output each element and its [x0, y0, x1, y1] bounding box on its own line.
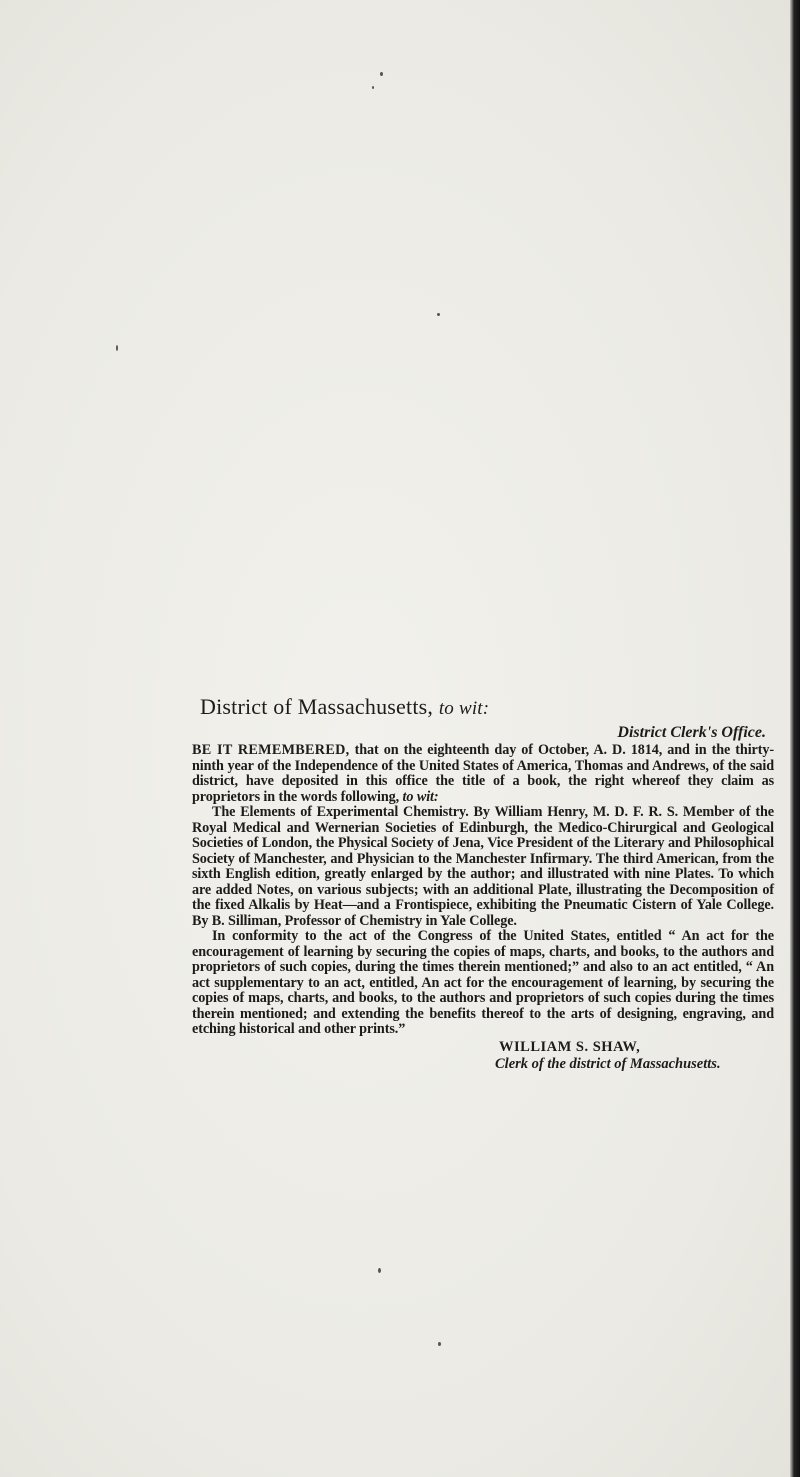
district-title: District of Massachusetts,: [200, 694, 434, 719]
book-title-paragraph: The Elements of Experimental Chemistry. By William Henry, M. D. F. R. S. Member of the Royal Medical and Wernerian Societies of Edinburgh, the Medico-Chirurgical and Geological Societies of London, the Physical Society of Jena, Vice President of the Literary and Philosophical Society of Manchester, and Physician to the Manchester Infirmary. The third American, from the sixth English edition, greatly enlarged by the author; and illustrated with nine Plates. To which are added Notes, on various subjects; with an additional Plate, illustrating the Decomposition of the fixed Alkalis by Heat—and a Frontispiece, exhibiting the Pneumatic Cistern of Yale College. By B. Silliman, Professor of Chemistry in Yale College.: [192, 804, 774, 929]
to-wit: to wit:: [438, 698, 490, 719]
conformity-paragraph: In conformity to the act of the Congress of the United States, entitled “ An act for the encouragement of learning by securing the copies of maps, charts, and books, to the authors and proprietors of such copies, during the times therein mentioned;” and also to an act entitled, “ An act supplementary to an act, entitled, An act for the encouragement of learning, by securing the copies of maps, charts, and books, to the authors and proprietors of such copies during the times therein mentioned; and extending the benefits thereof to the arts of designing, engraving, and etching historical and other prints.”: [192, 928, 774, 1037]
paper-speck: [437, 313, 440, 316]
paper-speck: [438, 1342, 441, 1346]
paper-speck: [378, 1268, 381, 1273]
clerk-title: Clerk of the district of Massachusetts.: [495, 1055, 721, 1072]
remembered-to-wit: to wit:: [402, 788, 439, 805]
paper-speck: [380, 72, 383, 76]
remembered-lead: BE IT REMEMBERED,: [192, 742, 350, 758]
district-heading: [200, 694, 774, 720]
paper-speck: [116, 345, 118, 351]
copyright-notice: [192, 694, 774, 1073]
remembered-text: that on the eighteenth day of October, A. D. 1814, and in the thirty-ninth year of the Independence of the United States of America, Thomas and Andrews, of the said district, have deposited in this office the title of a book, the right whereof they claim as proprietors in the words following,: [192, 742, 775, 805]
paragraph-remembered: [192, 743, 774, 805]
page-edge: [790, 0, 800, 1477]
office-label: District Clerk's Office.: [617, 724, 766, 741]
clerk-name: WILLIAM S. SHAW,: [499, 1038, 641, 1055]
paper-speck: [372, 86, 374, 89]
signature: [495, 1039, 774, 1073]
